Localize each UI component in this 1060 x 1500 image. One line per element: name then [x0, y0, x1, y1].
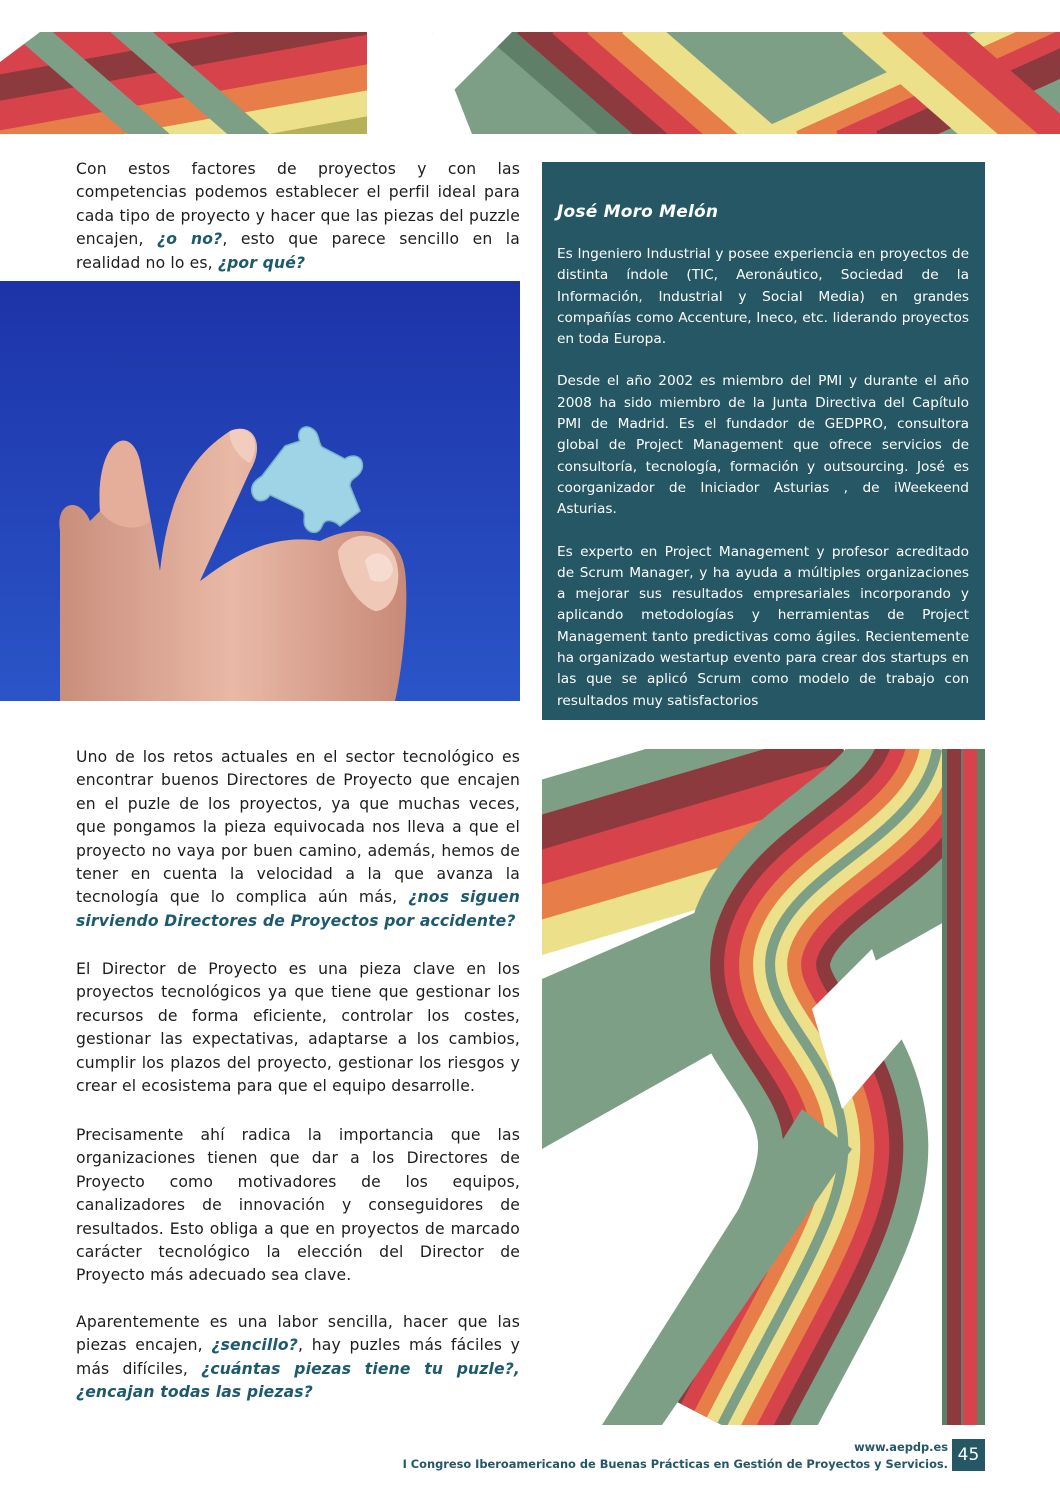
- body-paragraph-2: El Director de Proyecto es una pieza clave en los proyectos tecnológicos ya que tiene que gestionar los recursos de forma eficiente, controlar los costes, gestionar las expectativas, adaptarse a los cambios, cumplir los plazos del proyecto, gestionar los riesgos y crear el ecosistema para que el equipo desarrolle.: [76, 960, 520, 1096]
- body-question-1: ¿nos siguen sirviendo Directores de Proyectos por accidente?: [76, 888, 520, 930]
- body-paragraph-3: Precisamente ahí radica la importancia que las organizaciones tienen que dar a los Directores de Proyecto como motivadores de los equipos, canalizadores de innovación y conseguidores de resultados. Esto obliga a que en proyectos de marcado carácter tecnológico la elección del Director de Proyecto más adecuado sea clave.: [76, 1126, 520, 1285]
- footer-congress: I Congreso Iberoamericano de Buenas Prácticas en Gestión de Proyectos y Servicios.: [402, 1457, 948, 1471]
- author-name: José Moro Melón: [557, 202, 719, 222]
- bio-paragraph-2: Desde el año 2002 es miembro del PMI y durante el año 2008 ha sido miembro de la Junta Directiva del Capítulo PMI de Madrid. Es el fundador de GEDPRO, consultora global de Project Management que ofrece servicios de consultoría, tecnología, formación y outsourcing. José es coorganizador de Iniciador Asturias , de iWeekeend Asturias.: [557, 373, 969, 518]
- body-question-2: ¿sencillo?: [211, 1336, 298, 1355]
- body-question-3: ¿cuántas piezas tiene tu puzle?, ¿encajan todas las piezas?: [76, 1359, 520, 1402]
- intro-question-1: ¿o no?: [157, 230, 223, 249]
- bio-paragraph-1: Es Ingeniero Industrial y posee experiencia en proyectos de distinta índole (TIC, Aeronáutico, Sociedad de la Información, Industrial y Social Media) en grandes compañías como Accenture, Ineco, etc. liderando proyectos en toda Europa.: [557, 246, 969, 348]
- footer: [403, 1439, 948, 1473]
- footer-url[interactable]: www.aepdp.es: [854, 1440, 948, 1454]
- bio-paragraph-3: Es experto en Project Management y profesor acreditado de Scrum Manager, y ha ayuda a múltiples organizaciones a mejorar sus resultados empresariales incorporando y aplicando metodologías y herramientas de Project Management tanto predictivas como ágiles. Recientemente ha organizado westartup evento para crear dos startups en las que se aplicó Scrum como modelo de trabajo con resultados muy satisfactorios: [557, 543, 969, 709]
- intro-paragraph: Con estos factores de proyectos y con las competencias podemos establecer el perfil ideal para cada tipo de proyecto y hacer que las piezas del puzzle encajen, ¿o no?, esto que parece sencillo en la realidad no lo es, ¿por qué?: [76, 160, 520, 272]
- intro-question-2: ¿por qué?: [217, 253, 306, 272]
- ribbons-illustration: [542, 749, 985, 1425]
- puzzle-hand-photo: [0, 281, 520, 701]
- page-number: 45: [952, 1439, 985, 1471]
- body-paragraph-4: Aparentemente es una labor sencilla, hacer que las piezas encajen, ¿sencillo?, hay puzles más fáciles y más difíciles, ¿cuántas piezas tiene tu puzle?, ¿encajan todas las piezas?: [76, 1313, 520, 1402]
- top-right-stripes: [432, 32, 1060, 134]
- author-bio-box: [542, 162, 985, 720]
- body-paragraph-1: Uno de los retos actuales en el sector tecnológico es encontrar buenos Directores de Proyecto que encajen en el puzle de los proyectos, ya que muchas veces, que pongamos la pieza equivocada nos lleva a que el proyecto no vaya por buen camino, además, hemos de tener en cuenta la velocidad a la que avanza la tecnología que lo complica aún más, ¿nos siguen sirviendo Directores de Proyectos por accidente?: [76, 748, 520, 930]
- top-left-stripes: [0, 32, 367, 134]
